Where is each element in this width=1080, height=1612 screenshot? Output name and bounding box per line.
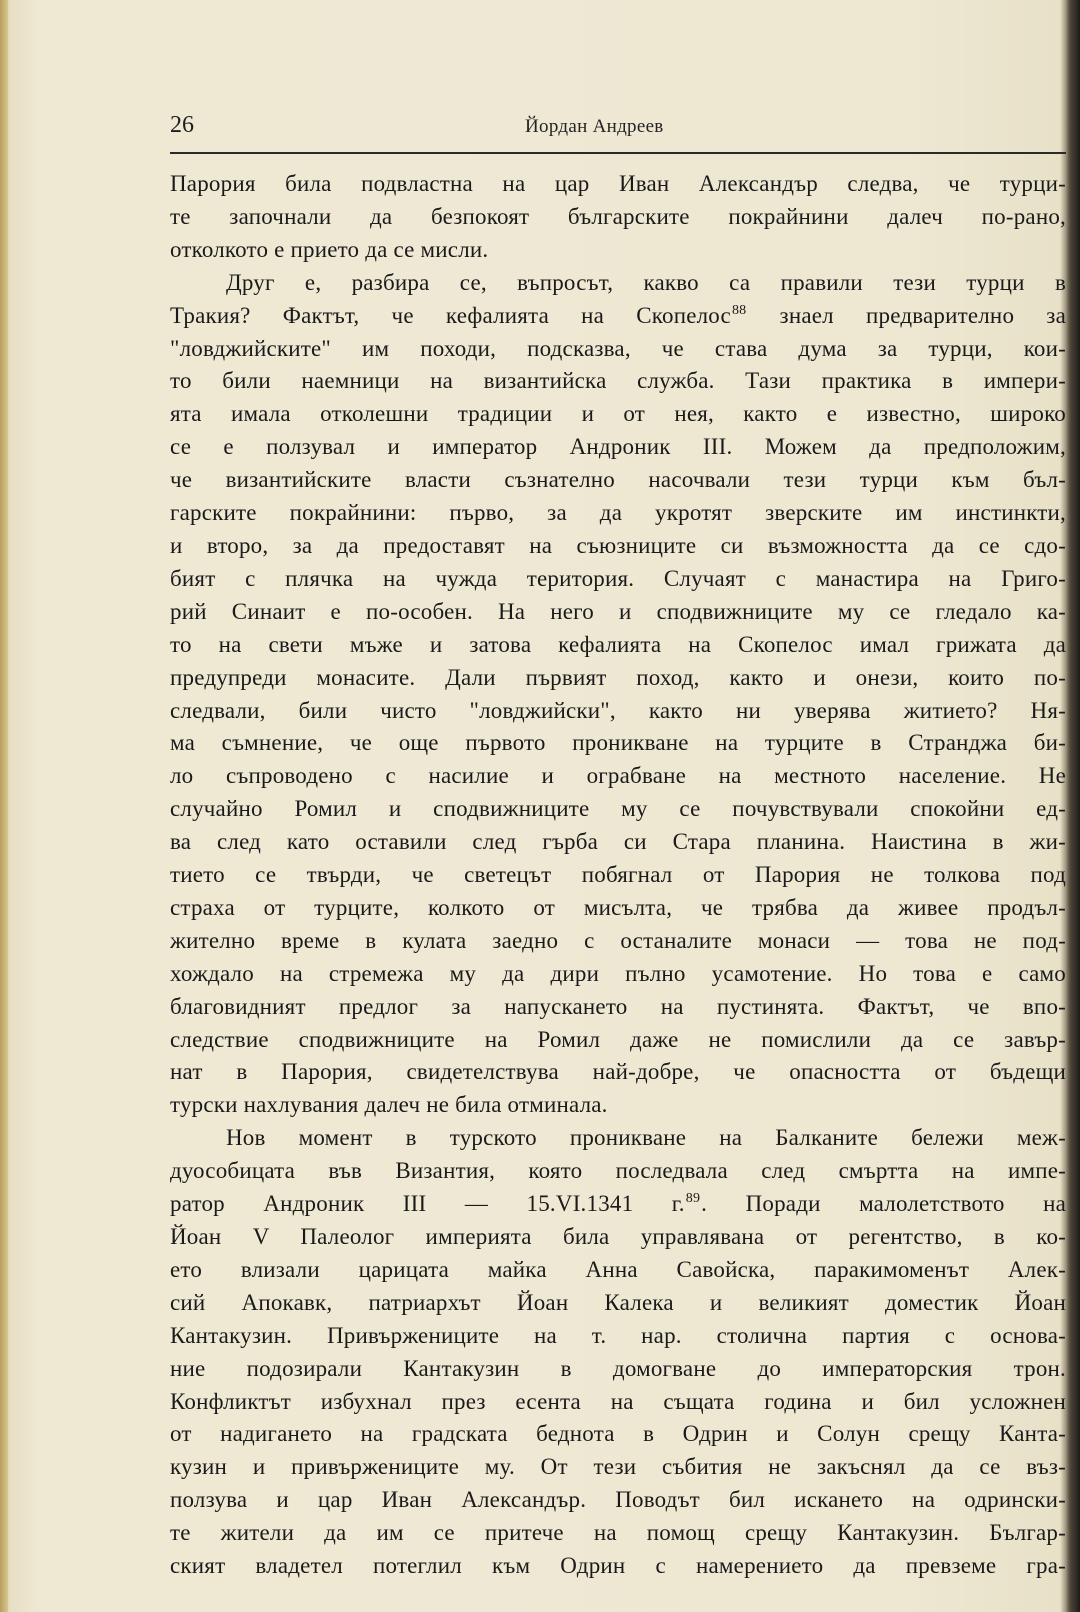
text-line: следвали, били чисто "ловджийски", както ни уверява житието? Ня- [170, 697, 1066, 723]
footnote-marker: 89 [685, 1191, 701, 1207]
text-line: ва след като оставили след гърба си Стара планина. Наистина в жи- [170, 829, 1066, 855]
text-line: се е ползувал и император Андроник III. Можем да предположим, [170, 434, 1066, 460]
text-line: ние подозирали Кантакузин в домогване до императорския трон. [170, 1355, 1066, 1381]
text-line: то на свети мъже и затова кефалията на Скопелос имал грижата да [170, 631, 1066, 657]
text-line: случайно Ромил и сподвижниците му се почувствували спокойни ед- [170, 796, 1066, 822]
text-line: предупреди монасите. Дали първият поход, както и онези, които по- [170, 664, 1066, 690]
text-line: те започнали да безпокоят българските покрайнини далеч по-рано, [170, 203, 1066, 229]
text-line: ло съпроводено с насилие и ограбване на местното население. Не [170, 763, 1066, 789]
text-line: хождало на стремежа му да дири пълно усамотение. Но това е само [170, 960, 1066, 986]
text-line: кузин и привържениците му. От тези събития не закъснял да се въз- [170, 1454, 1066, 1480]
text-line: бият с плячка на чужда територия. Случаят с манастира на Григо- [170, 565, 1066, 591]
text-line: благовидният предлог за напускането на пустинята. Фактът, че впо- [170, 993, 1066, 1019]
text-line: следствие сподвижниците на Ромил даже не помислили да се завър- [170, 1026, 1066, 1052]
text-segment: ратор Андроник III — 15.VI.1341 г. [170, 1191, 685, 1217]
text-line: жително време в кулата заедно с останалите монаси — това не под- [170, 927, 1066, 953]
page-number: 26 [170, 112, 194, 138]
text-line: от надигането на градската беднота в Одрин и Солун срещу Канта- [170, 1421, 1066, 1447]
header-rule [170, 152, 1066, 154]
text-line: отколкото е прието да се мисли. [170, 236, 489, 262]
text-line: турски нахлувания далеч не била отминала. [170, 1092, 608, 1118]
text-line: Йоан V Палеолог империята била управлявана от регентство, в ко- [170, 1224, 1066, 1249]
text-line: рий Синаит е по-особен. На него и сподвижниците му се гледало ка- [170, 598, 1066, 624]
text-line: ята имала отколешни традиции и от нея, както е известно, широко [170, 401, 1066, 427]
text-line: ето влизали царицата майка Анна Савойска, паракимоменът Алек- [170, 1256, 1066, 1282]
text-line: нат в Парория, свидетелствува най-добре, че опасността от бъдещи [170, 1059, 1066, 1085]
book-spine-edge [0, 0, 8, 1612]
running-head-author: Йордан Андреев [525, 116, 664, 137]
page-header [170, 112, 1066, 142]
text-line [170, 1188, 1066, 1221]
text-line: Пароpия била подвластна на цар Иван Александър следва, че турци- [170, 171, 1066, 196]
text-line: Кантакузин. Привържениците на т. нар. столична партия с основа- [170, 1322, 1066, 1348]
text-line: то били наемници на византийска служба. Тази практика в импери- [170, 368, 1066, 394]
text-line: Конфликтът избухнал през есента на същата година и бил усложнен [170, 1388, 1066, 1414]
body-text [170, 168, 1066, 1583]
text-line: те жители да им се притече на помощ срещу Кантакузин. Българ- [170, 1520, 1066, 1546]
text-line: че византийските власти съзнателно насочвали тези турци към бъл- [170, 467, 1066, 493]
footnote-marker: 88 [731, 302, 747, 318]
text-line: Нов момент в турското проникване на Балканите бележи меж- [226, 1125, 1066, 1151]
text-line: Друг е, разбира се, въпросът, какво са правили тези турци в [226, 269, 1066, 295]
text-line: и второ, за да предоставят на съюзниците си възможността да се сдо- [170, 532, 1066, 558]
text-line [170, 300, 1066, 333]
text-line: ползува и цар Иван Александър. Поводът бил искането на одрински- [170, 1487, 1066, 1513]
text-line: тието се твърди, че светецът побягнал от Парория не толкова под [170, 862, 1066, 888]
text-line: сий Апокавк, патриархът Йоан Калека и великият доместик Йоан [170, 1289, 1066, 1315]
text-line: гарските покрайнини: първо, за да укротят зверските им инстинкти, [170, 500, 1066, 526]
text-segment: . Поради малолетството на [701, 1191, 1066, 1217]
text-line: ският владетел потеглил към Одрин с намерението да превземе гра- [170, 1553, 1066, 1579]
text-line: дуособицата във Византия, която последвала след смъртта на импе- [170, 1158, 1066, 1184]
text-segment: Тракия? Фактът, че кефалията на Скопелос [170, 302, 731, 328]
text-line: "ловджийските" им походи, подсказва, че става дума за турци, кои- [170, 335, 1066, 361]
page-right-edge-shadow [1066, 0, 1080, 1612]
text-line: ма съмнение, че още първото проникване на турците в Странджа би- [170, 730, 1066, 756]
text-segment: знаел предварително за [747, 302, 1066, 328]
text-line: страха от турците, колкото от мисълта, че трябва да живее продъл- [170, 894, 1066, 920]
